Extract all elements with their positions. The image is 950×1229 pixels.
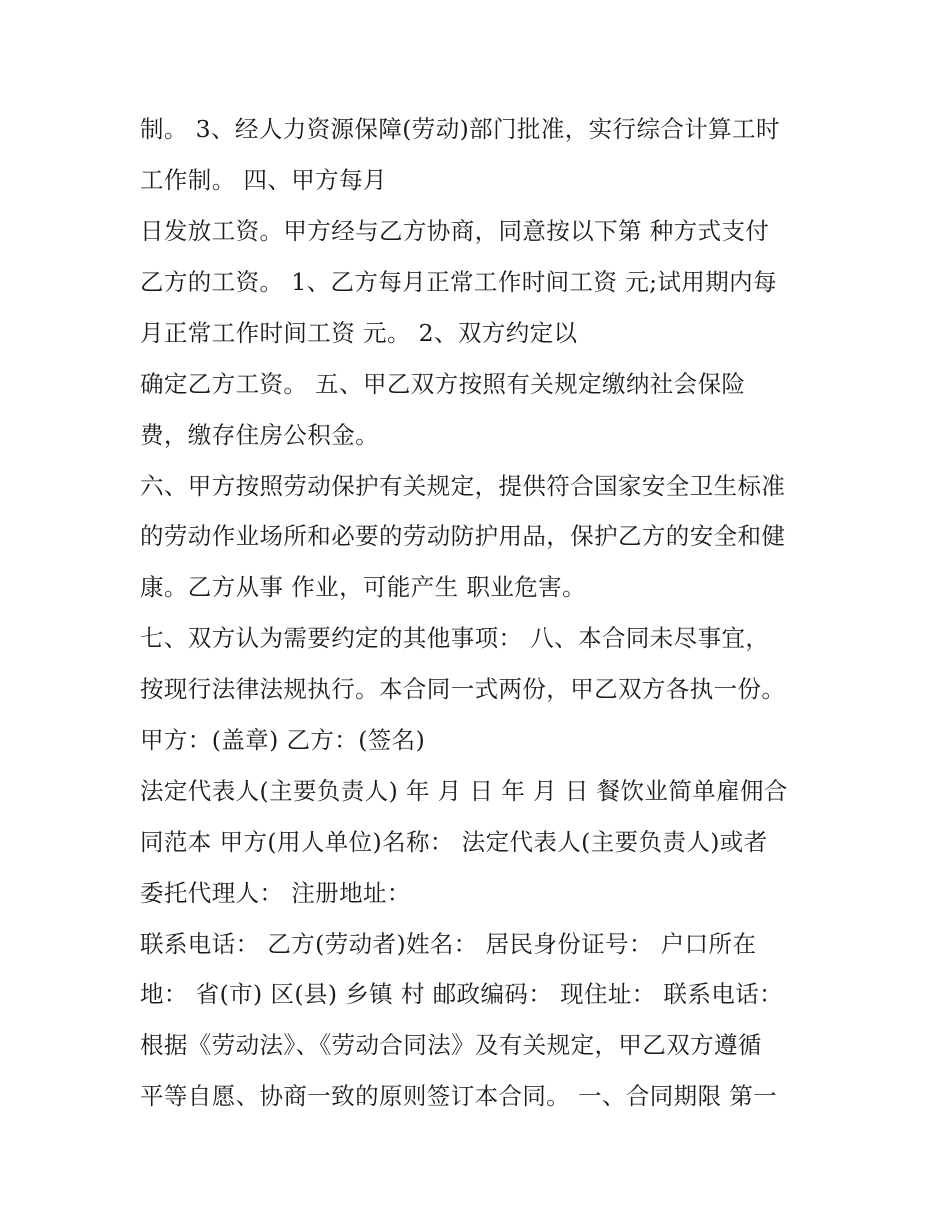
- text-line: 按现行法律法规执行。本合同一式两份，甲乙双方各执一份。: [140, 675, 786, 703]
- text-line: 费，缴存住房公积金。: [140, 421, 379, 449]
- text-line: 地： 省(市) 区(县) 乡镇 村 邮政编码： 现住址： 联系电话：: [140, 980, 784, 1008]
- text-line: 七、双方认为需要约定的其他事项： 八、本合同未尽事宜，: [140, 624, 770, 652]
- text-line: 联系电话： 乙方(劳动者)姓名： 居民身份证号： 户口所在: [140, 930, 757, 958]
- text-line: 月正常工作时间工资 元。 2、双方约定以: [140, 319, 578, 347]
- text-line: 的劳动作业场所和必要的劳动防护用品，保护乙方的安全和健: [140, 522, 786, 550]
- text-line: 甲方：(盖章) 乙方：(签名): [140, 726, 426, 754]
- text-line: 制。 3、经人力资源保障(劳动)部门批准，实行综合计算工时: [140, 115, 780, 143]
- text-line: 平等自愿、协商一致的原则签订本合同。 一、合同期限 第一: [140, 1082, 778, 1110]
- text-line: 法定代表人(主要负责人) 年 月 日 年 月 日 餐饮业简单雇佣合: [140, 777, 788, 805]
- text-line: 六、甲方按照劳动保护有关规定，提供符合国家安全卫生标准: [140, 472, 786, 500]
- text-line: 工作制。 四、甲方每月: [140, 166, 387, 194]
- text-line: 确定乙方工资。 五、甲乙双方按照有关规定缴纳社会保险: [140, 370, 746, 398]
- text-line: 根据《劳动法》、《劳动合同法》及有关规定，甲乙双方遵循: [140, 1031, 762, 1059]
- text-line: 乙方的工资。 1、乙方每月正常工作时间工资 元;试用期内每: [140, 268, 777, 296]
- text-line: 康。乙方从事 作业，可能产生 职业危害。: [140, 573, 586, 601]
- text-line: 日发放工资。甲方经与乙方协商，同意按以下第 种方式支付: [140, 217, 770, 245]
- text-line: 同范本 甲方(用人单位)名称： 法定代表人(主要负责人)或者: [140, 828, 768, 856]
- text-line: 委托代理人： 注册地址：: [140, 879, 411, 907]
